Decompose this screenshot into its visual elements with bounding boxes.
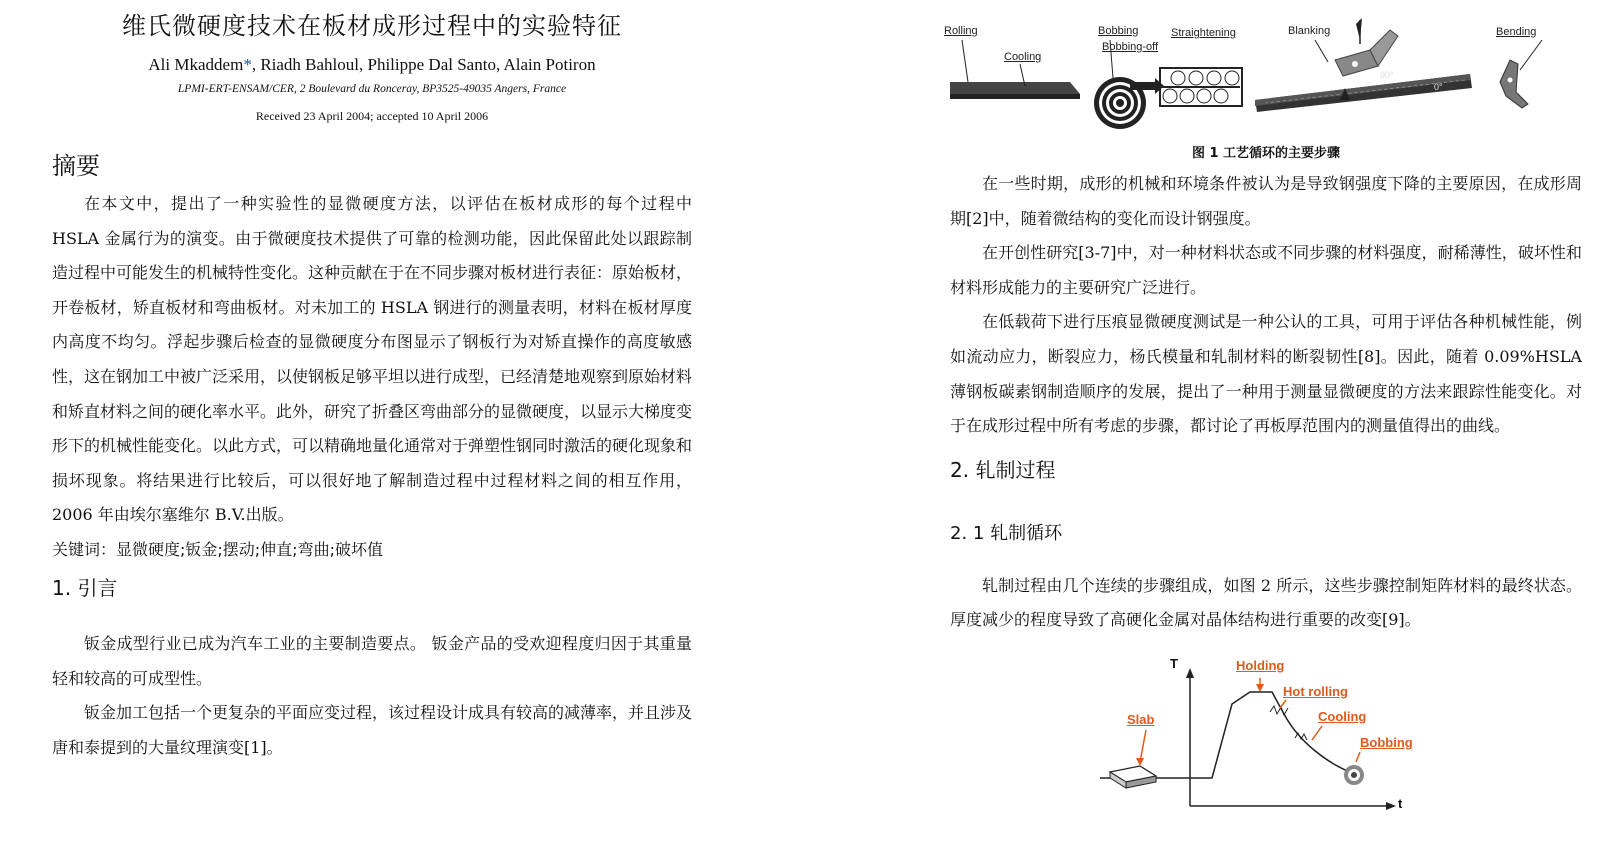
label-angle-90: 90°: [1380, 70, 1394, 80]
abstract-heading: 摘要: [52, 152, 100, 180]
blanking-up-arrow: [1356, 18, 1362, 40]
section-2-1-heading: 2. 1 轧制循环: [950, 522, 1063, 544]
y-axis-arrow: [1186, 668, 1194, 678]
bobbing-coil-icon: [1344, 765, 1364, 785]
body-paragraph-2: 在开创性研究[3-7]中，对一种材料状态或不同步骤的材料强度，耐稀薄性，破坏性和材料形成能力的主要研究广泛进行。: [950, 243, 1582, 297]
affiliation: LPMI-ERT-ENSAM/CER, 2 Boulevard du Ronceray, BP3525-49035 Angers, France: [177, 83, 567, 95]
intro-paragraph-1: 钣金成型行业已成为汽车工业的主要制造要点。 钣金产品的受欢迎程度归因于其重量轻和较高的可成型性。: [52, 633, 692, 688]
cooling-arrow: [1312, 726, 1322, 740]
bent-part-hole: [1508, 78, 1513, 83]
left-column: [52, 0, 692, 765]
label-hot-rolling: Hot rolling: [1283, 683, 1348, 699]
author-list: [52, 55, 692, 75]
figure-1-caption: 图 1 工艺循环的主要步骤: [1191, 146, 1341, 161]
axis-label-temperature: T: [1170, 655, 1178, 671]
label-slab: Slab: [1127, 711, 1155, 727]
author-first: Ali Mkaddem: [148, 55, 244, 74]
figure-1-process-cycle: [944, 0, 1582, 140]
label-blanking: Blanking: [1288, 25, 1331, 37]
keywords: 关键词：显微硬度;钣金;摆动;伸直;弯曲;破坏值: [52, 539, 383, 559]
label-bobbing: Bobbing: [1098, 25, 1139, 37]
blanking-pointer: [1315, 40, 1328, 62]
body-paragraph-1: 在一些时期，成形的机械和环境条件被认为是导致钢强度下降的主要原因，在成形周期[2]中，随着微结构的变化而设计钢强度。: [950, 174, 1582, 228]
slab-arrow-head: [1136, 758, 1144, 766]
label-cooling: Cooling: [1004, 51, 1042, 63]
author-rest: , Riadh Bahloul, Philippe Dal Santo, Alain Potiron: [251, 55, 596, 74]
holding-arrow-head: [1256, 684, 1264, 692]
paper-title: 维氏微硬度技术在板材成形过程中的实验特征: [122, 12, 622, 40]
bent-part: [1500, 60, 1528, 108]
label-bending: Bending: [1496, 26, 1537, 38]
body-paragraph-4: 轧制过程由几个连续的步骤组成，如图 2 所示，这些步骤控制矩阵材料的最终状态。厚度减少的程度导致了高硬化金属对晶体结构进行重要的改变[9]。: [950, 575, 1582, 630]
intro-paragraph-2: 钣金加工包括一个更复杂的平面应变过程，该过程设计成具有较高的减薄率，并且涉及唐和泰提到的大量纹理演变[1]。: [52, 703, 693, 757]
blank-hole: [1352, 61, 1358, 67]
slab-arrow: [1140, 730, 1146, 762]
figure-2-drawing: [950, 654, 1582, 814]
hot-rolling-zigzag: [1270, 706, 1288, 715]
axis-label-time: t: [1398, 795, 1403, 811]
x-axis-arrow: [1386, 802, 1396, 810]
corresponding-author-marker[interactable]: *: [243, 55, 252, 74]
label-straightening: Straightening: [1171, 27, 1236, 39]
right-column: [944, 0, 1582, 814]
abstract-text: 在本文中，提出了一种实验性的显微硬度方法，以评估在板材成形的每个过程中 HSLA 金属行为的演变。由于微硬度技术提供了可靠的检测功能，因此保留此处以跟踪制造过程中可能发生的机械特性变化。这种贡献在于在不同步骤对板材进行表征：原始板材，开卷板材，矫直板材和弯曲板材。对未加工的 HSLA 钢进行的测量表明，材料在板材厚度内高度不均匀。浮起步骤后检查的显微硬度分布图显示了钢板行为对矫直操作的高度敏感性，这在钢加工中被广泛采用，以使钢板足够平坦以进行成型，已经清楚地观察到原始材料和矫直材料之间的硬化率水平。此外，研究了折叠区弯曲部分的显微硬度，以显示大梯度变形下的机械性能变化。以此方式，可以精确地量化通常对于弹塑性钢同时激活的硬化现象和损坏现象。将结果进行比较后，可以很好地了解制造过程中过程材料之间的相互作用，2006 年由埃尔塞维尔 B.V.出版。: [52, 194, 693, 525]
label-cooling: Cooling: [1318, 708, 1367, 724]
rolling-plate-edge: [950, 94, 1080, 99]
bobbing-arrow: [1356, 752, 1360, 762]
section-2-heading: 2. 轧制过程: [950, 457, 1056, 482]
label-bobbing-off: Bobbing-off: [1102, 41, 1159, 53]
body-paragraph-3: 在低载荷下进行压痕显微硬度测试是一种公认的工具，可用于评估各种机械性能，例如流动应力，断裂应力，杨氏模量和轧制材料的断裂韧性[8]。因此，随着 0.09%HSLA 薄钢板碳素钢制造顺序的发展，提出了一种用于测量显微硬度的方法来跟踪性能变化。对于在成形过程中所有考虑的步骤，都讨论了再板厚范围内的测量值得出的曲线。: [950, 312, 1582, 436]
label-bobbing: Bobbing: [1360, 734, 1413, 750]
rolling-plate-top: [950, 82, 1080, 94]
rolling-pointer: [962, 40, 968, 82]
bending-pointer: [1520, 40, 1542, 70]
figure-1-drawing: [950, 0, 1582, 140]
cooling-zigzag: [1295, 733, 1307, 740]
label-holding: Holding: [1236, 657, 1285, 673]
received-date: Received 23 April 2004; accepted 10 April 2006: [255, 109, 489, 123]
label-rolling: Rolling: [944, 25, 978, 37]
temperature-curve: [1190, 692, 1360, 778]
label-angle-0: 0°: [1434, 82, 1443, 92]
hot-rolling-arrow: [1280, 700, 1286, 708]
intro-heading: 1. 引言: [52, 575, 118, 600]
figure-2-rolling-cycle: [950, 654, 1582, 814]
